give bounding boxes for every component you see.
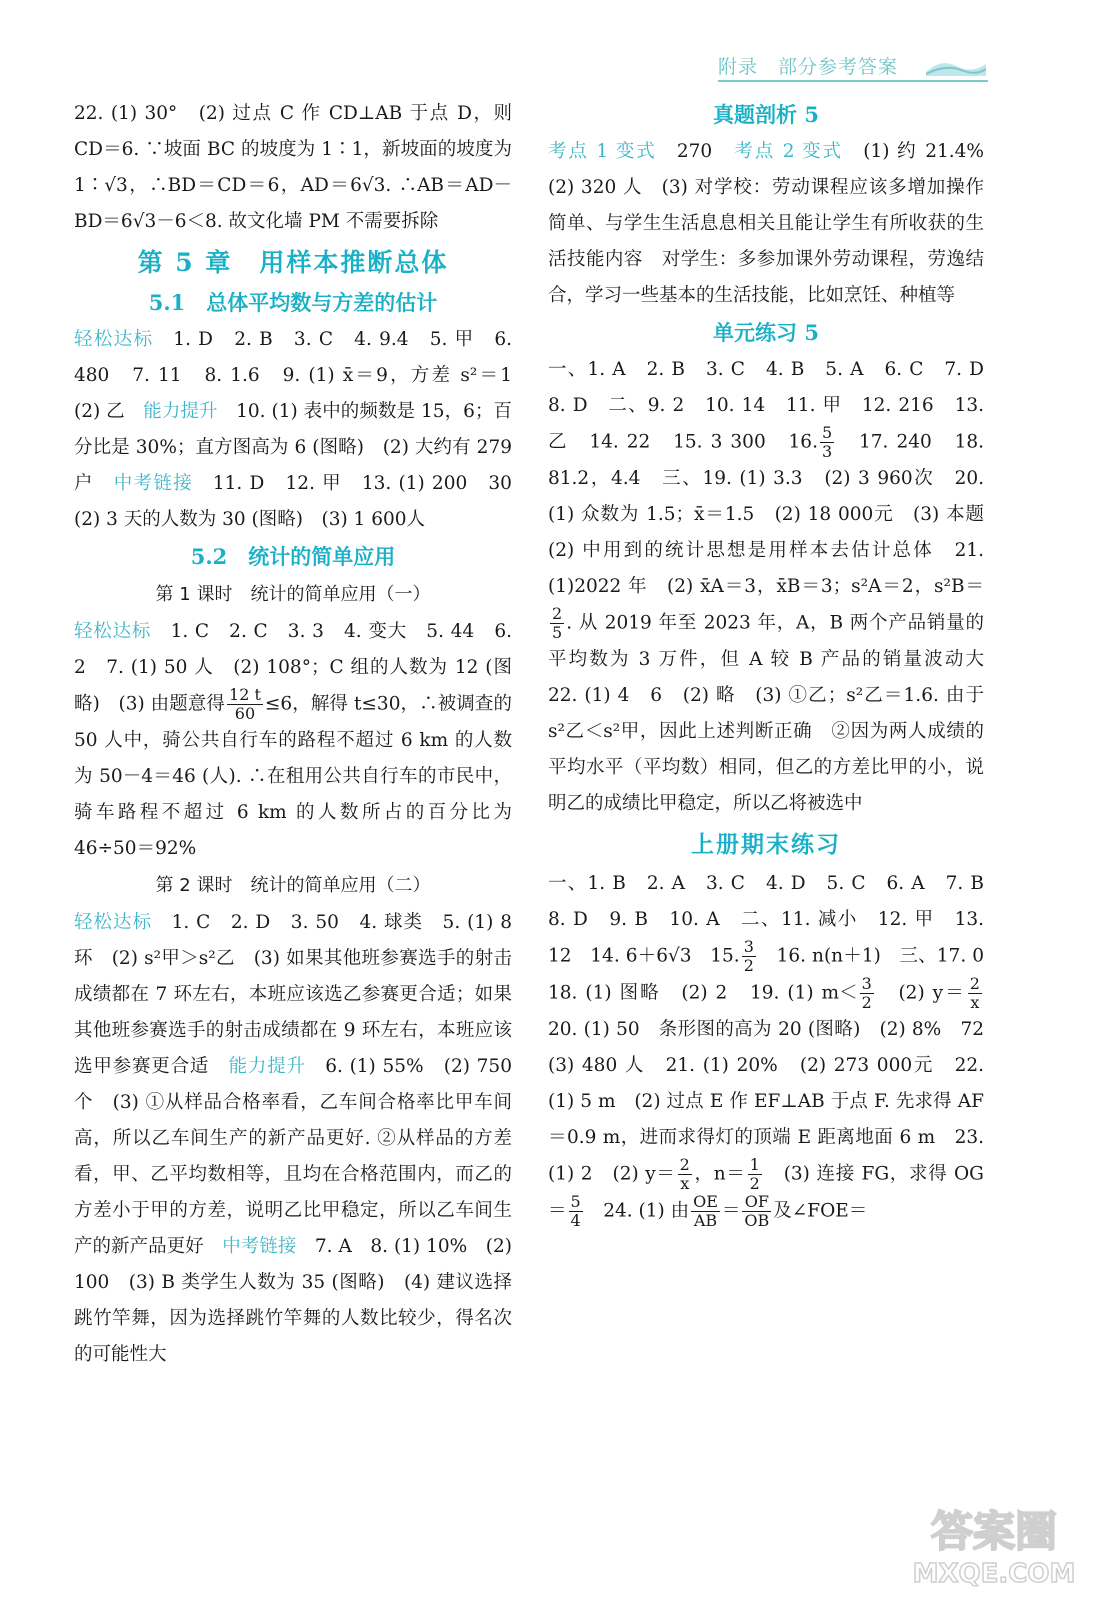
answers-text: 10. (1) 表中的频数是 15，6；百分比是 30%；直方图高为 6 (图略) (2) 大约有 279 户 (74, 401, 512, 494)
unit-practice-title: 单元练习 5 (713, 320, 819, 345)
watermark-line1: 答案圈 (930, 1507, 1058, 1556)
numerator: OF (742, 1193, 771, 1212)
fraction (550, 605, 564, 642)
numerator: 2 (552, 604, 563, 623)
numerator: 3 (743, 937, 754, 956)
tag-ability: 能力提升 (143, 401, 218, 422)
header-title: 附录 部分参考答案 (718, 56, 899, 78)
fraction (860, 975, 874, 1012)
lesson-2-answers (74, 905, 512, 1373)
answers-text: ≤6，解得 t≤30，∴被调查的 50 人中，骑公共自行车的路程不超过 6 km 的人数为 50－4＝46 (人). ∴在租用公共自行车的市民中，骑车路程不超过 6 km 的人数所占的百分比为 46÷50＝92% (74, 693, 512, 859)
tag-easy: 轻松达标 (74, 621, 152, 642)
denominator: 2 (861, 993, 872, 1012)
denominator: x (680, 1174, 690, 1193)
tag-exam: 中考链接 (113, 473, 194, 494)
answers-text: ，n＝ (693, 1163, 746, 1185)
tag-variant-2: 考点 2 变式 (734, 141, 843, 162)
denominator: AB (693, 1211, 718, 1230)
numerator: 2 (679, 1155, 690, 1174)
final-practice-answers (548, 866, 1003, 1230)
numerator: 5 (570, 1192, 581, 1211)
answers-text: 一、1. B 2. A 3. C 4. D 5. C 6. A 7. B 8. D 9. B 10. A 二、11. 减小 12. 甲 13. 12 14. 6＋6√3 15. (548, 873, 1003, 967)
denominator: OB (744, 1211, 770, 1230)
denominator: 3 (821, 442, 833, 461)
fraction (742, 1193, 771, 1230)
fraction (748, 1156, 762, 1193)
right-column (548, 96, 1003, 1230)
answers-text: 17. 240 18. 81.2，4.4 三、19. (1) 3.3 (2) 3 960次 20. (1) 众数为 1.5；x̄＝1.5 (2) 18 000元 (3) 本题 (2) 中用到的统计思想是用样本去估计总体 21. (1)2022 年 (2) x̄A＝3，x̄B＝3；s²A＝2，s²B＝ (548, 431, 1003, 597)
answers-text: 11. D 12. 甲 13. (1) 200 30 (2) 3 天的人数为 30 (图略) (3) 1 600人 (74, 473, 531, 530)
section-5-1-answers (74, 322, 531, 538)
answers-text: (1) 约 21.4% (2) 320 人 (3) 对学校：劳动课程应该多增加操作简单、与学生生活息息相关且能让学生有所收获的生活技能内容 对学生：多参加课外劳动课程，劳逸结合，学习一些基本的生活技能，比如烹饪、种植等 (548, 141, 1003, 306)
header-rule (718, 80, 988, 82)
denominator: 4 (570, 1211, 581, 1230)
fraction (691, 1193, 720, 1230)
fraction (569, 1193, 583, 1230)
tag-easy: 轻松达标 (74, 912, 153, 933)
left-column (74, 96, 531, 1373)
page-header (718, 48, 988, 82)
numerator: 2 (969, 974, 980, 993)
fraction (820, 424, 834, 461)
answers-text: 7. A 8. (1) 10% (2) 100 (3) B 类学生人数为 35 (图略) (4) 建议选择跳竹竿舞，因为选择跳竹竿舞的人数比较少，得名次的可能性大 (74, 1236, 512, 1365)
unit-practice-answers (548, 352, 1003, 822)
fraction (227, 686, 263, 723)
watermark-logo (904, 1496, 1084, 1592)
answers-text: . 从 2019 年至 2023 年，A，B 两个产品销量的平均数为 3 万件，但 A 较 B 产品的销量波动大 22. (1) 4 6 (2) 略 (3) ①乙；s²乙＝1.6. 由于 s²乙＜s²甲，因此上述判断正确 ②因为两人成绩的平均水平（平均数）相同，但乙的方差比甲的小，说明乙的成绩比甲稳定，所以乙将被选中 (548, 612, 1003, 814)
wave-decoration-icon (926, 54, 986, 76)
denominator: 2 (743, 956, 754, 975)
answers-text: 一、1. A 2. B 3. C 4. B 5. A 6. C 7. D 8. D 二、9. 2 10. 14 11. 甲 12. 216 13. 乙 14. 22 15. 3 300 16. (548, 359, 1003, 453)
tag-easy: 轻松达标 (74, 329, 154, 350)
exam-analysis-title: 真题剖析 5 (713, 102, 819, 127)
answers-text: 16. n(n＋1) 三、17. 0 18. (1) 图略 (2) 2 19. (1) m＜ (548, 945, 1003, 1004)
answers-text: (3) 连接 FG，求得 OG＝ (548, 1163, 984, 1222)
answers-text: 24. (1) 由 (603, 1200, 690, 1222)
answer-22: 22. (1) 30° (2) 过点 C 作 CD⊥AB 于点 D，则 CD＝6. ∵坡面 BC 的坡度为 1∶1，新坡面的坡度为 1∶√3，∴BD＝CD＝6，AD＝6√3. ∴AB＝AD－BD＝6√3－6＜8. 故文化墙 PM 不需要拆除 (74, 103, 512, 232)
final-practice-title: 上册期末练习 (691, 831, 841, 858)
lesson-1-answers (74, 614, 512, 867)
section-5-1-title: 5.1 总体平均数与方差的估计 (148, 290, 438, 315)
lesson-1-title: 第 1 课时 统计的简单应用（一） (155, 584, 431, 605)
tag-ability: 能力提升 (228, 1056, 306, 1077)
answers-text: 270 (676, 141, 713, 162)
numerator: 5 (821, 423, 833, 442)
answers-text: 1. C 2. D 3. 50 4. 球类 5. (1) 8 环 (2) s²甲＞s²乙 (3) 如果其他班参赛选手的射击成绩都在 7 环左右，本班应该选乙参赛更合适；如果其他班参赛选手的射击成绩都在 9 环左右，本班应该选甲参赛更合适 (74, 912, 512, 1077)
numerator: OE (693, 1192, 718, 1211)
denominator: 2 (749, 1174, 760, 1193)
numerator: 1 (749, 1155, 760, 1174)
answers-text: 及∠FOE＝ (773, 1200, 868, 1222)
numerator: 12 t (229, 685, 261, 704)
fraction (742, 938, 756, 975)
fraction (968, 975, 982, 1012)
denominator: x (970, 993, 980, 1012)
answers-text: 1. C 2. C 3. 3 4. 变大 5. 44 6. 2 7. (1) 50 人 (2) 108°；C 组的人数为 12 (图略) (3) 由题意得 (74, 621, 512, 715)
answers-text: 1. D 2. B 3. C 4. 9.4 5. 甲 6. 480 7. 11 8. 1.6 9. (1) x̄＝9，方差 s²＝1 (2) 乙 (74, 329, 531, 422)
denominator: 60 (234, 704, 256, 723)
tag-variant-1: 考点 1 变式 (548, 141, 657, 162)
answers-text: 6. (1) 55% (2) 750 个 (3) ①从样品合格率看，乙车间合格率比甲车间高，所以乙车间生产的新产品更好. ②从样品的方差看，甲、乙平均数相等，且均在合格范围内，而乙的方差小于甲的方差，说明乙比甲稳定，所以乙车间生产的新产品更好 (74, 1056, 512, 1257)
answers-text: 20. (1) 50 条形图的高为 20 (图略) (2) 8% 72 (3) 480 人 21. (1) 20% (2) 273 000元 22. (1) 5 m (2) 过点 E 作 EF⊥AB 于点 F. 先求得 AF＝0.9 m，进而求得灯的顶端 E 距离地面 6 m 23. (1) 2 (2) y＝ (548, 1019, 1003, 1185)
fraction (678, 1156, 692, 1193)
section-5-2-title: 5.2 统计的简单应用 (190, 544, 396, 569)
numerator: 3 (861, 974, 872, 993)
denominator: 5 (552, 623, 563, 642)
answers-text: (2) y＝ (898, 982, 966, 1004)
watermark-line2: MXQE.COM (912, 1559, 1076, 1589)
tag-exam: 中考链接 (222, 1236, 297, 1257)
answers-text: ＝ (721, 1200, 741, 1222)
lesson-2-title: 第 2 课时 统计的简单应用（二） (155, 875, 431, 896)
chapter-title: 第 5 章 用样本推断总体 (137, 248, 449, 277)
exam-analysis-answers (548, 134, 1003, 314)
